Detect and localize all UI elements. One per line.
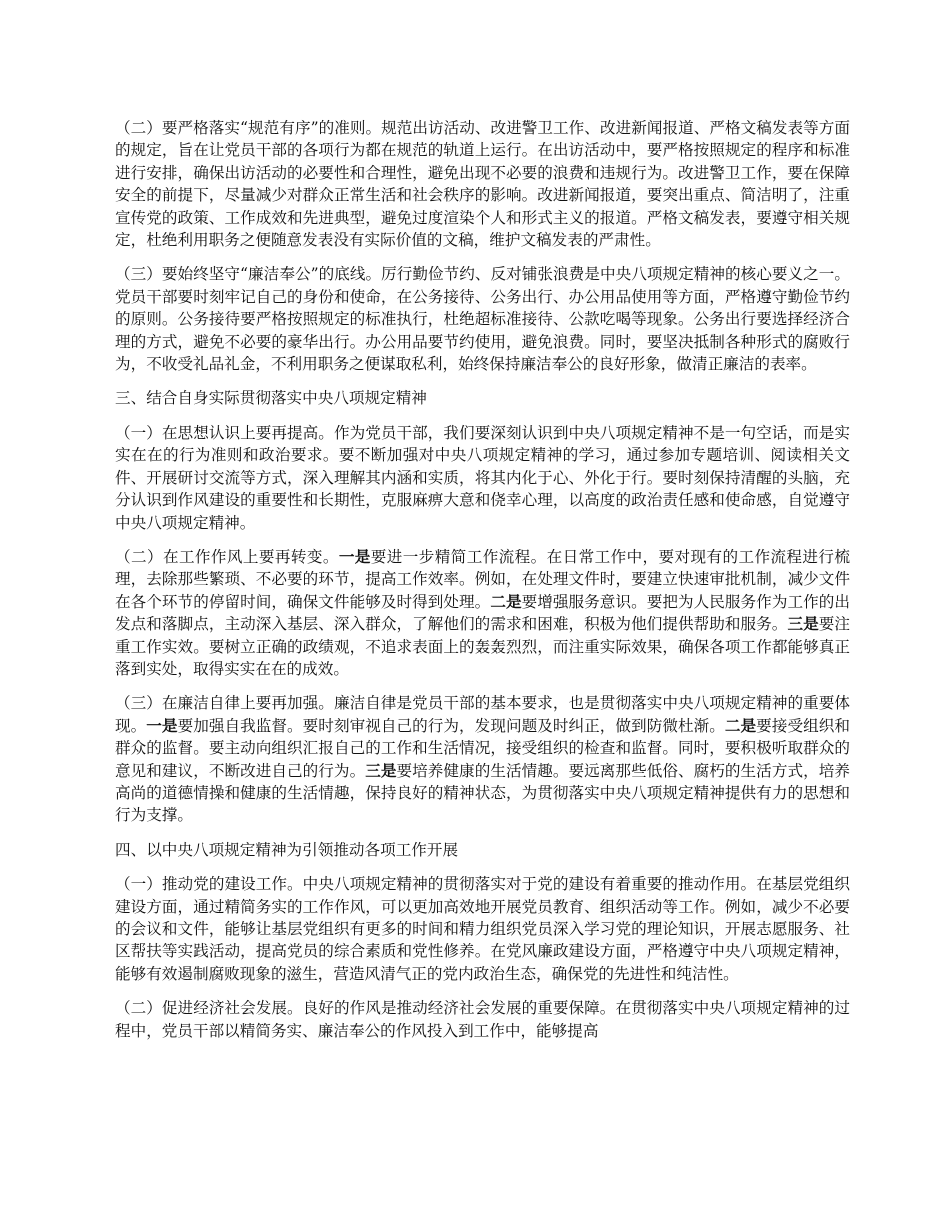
text-run: （二）促进经济社会发展。良好的作风是推动经济社会发展的重要保障。在贯彻落实中央八项规定精神的过程中，党员干部以精简务实、廉洁奉公的作风投入到工作中，能够提高 xyxy=(115,999,850,1040)
text-run: （三）要始终坚守“廉洁奉公”的底线。厉行勤俭节约、反对铺张浪费是中央八项规定精神的核心要义之一。党员干部要时刻牢记自己的身份和使命，在公务接待、公务出行、办公用品使用等方面，严格遵守勤俭节约的原则。公务接待要严格按照规定的标准执行，杜绝超标准接待、公款吃喝等现象。公务出行要选择经济合理的方式，避免不必要的豪华出行。办公用品要节约使用，避免浪费。同时，要坚决抵制各种形式的腐败行为，不收受礼品礼金，不利用职务之便谋取私利，始终保持廉洁奉公的良好形象，做清正廉洁的表率。 xyxy=(115,265,850,374)
paragraph xyxy=(115,546,850,680)
emphasis-marker: 二是 xyxy=(724,715,757,735)
document-body xyxy=(115,117,850,1054)
text-run: 要加强自我监督。要时刻审视自己的行为，发现问题及时纠正，做到防微杜渐。 xyxy=(177,716,725,735)
text-run: （三）在廉洁自律上要再加强。廉洁自律是党员干部的基本要求，也是贯彻落实中央八项规定精神的重要体现。 xyxy=(115,694,850,735)
text-run: 要增强服务意识。要把为人民服务作为工作的出发点和落脚点，主动深入基层、深入群众，了解他们的需求和困难，积极为他们提供帮助和服务。 xyxy=(115,592,850,634)
text-run: 要接受组织和群众的监督。要主动向组织汇报自己的工作和生活情况，接受组织的检查和监督。同时，要积极听取群众的意见和建议，不断改进自己的行为。 xyxy=(115,716,850,780)
section-heading xyxy=(115,839,850,861)
text-run: 四、以中央八项规定精神为引领推动各项工作开展 xyxy=(115,840,459,859)
emphasis-marker: 二是 xyxy=(490,591,522,611)
emphasis-marker: 一是 xyxy=(146,715,178,735)
text-run: （一）推动党的建设工作。中央八项规定精神的贯彻落实对于党的建设有着重要的推动作用。在基层党组织建设方面，通过精简务实的工作作风，可以更加高效地开展党员教育、组织活动等工作。例如，减少不必要的会议和文件，能够让基层党组织有更多的时间和精力组织党员深入学习党的理论知识，开展志愿服务、社区帮扶等实践活动，提高党员的综合素质和党性修养。在党风廉政建设方面，严格遵守中央八项规定精神，能够有效遏制腐败现象的滋生，营造风清气正的党内政治生态，确保党的先进性和纯洁性。 xyxy=(115,875,850,983)
text-run: （二）在工作作风上要再转变。 xyxy=(115,547,339,566)
text-run: 要注重工作实效。要树立正确的政绩观，不追求表面上的轰轰烈烈，而注重实际效果，确保各项工作都能够真正落到实处，取得实实在在的成效。 xyxy=(115,615,850,678)
emphasis-marker: 三是 xyxy=(365,760,397,780)
paragraph xyxy=(115,873,850,985)
text-run: （一）在思想认识上要再提高。作为党员干部，我们要深刻认识到中央八项规定精神不是一句空话，而是实实在在的行为准则和政治要求。要不断加强对中央八项规定精神的学习，通过参加专题培训、阅读相关文件、开展研讨交流等方式，深入理解其内涵和实质，将其内化于心、外化于行。要时刻保持清醒的头脑，充分认识到作风建设的重要性和长期性，克服麻痹大意和侥幸心理，以高度的政治责任感和使命感，自觉遵守中央八项规定精神。 xyxy=(115,423,850,532)
paragraph xyxy=(115,117,850,251)
text-run: （二）要严格落实“规范有序”的准则。规范出访活动、改进警卫工作、改进新闻报道、严格文稿发表等方面的规定，旨在让党员干部的各项行为都在规范的轨道上运行。在出访活动中，要严格按照规定的程序和标准进行安排，确保出访活动的必要性和合理性，避免出现不必要的浪费和违规行为。改进警卫工作，要在保障安全的前提下，尽量减少对群众正常生活和社会秩序的影响。改进新闻报道，要突出重点、简洁明了，注重宣传党的政策、工作成效和先进典型，避免过度渲染个人和形式主义的报道。严格文稿发表，要遵守相关规定，杜绝利用职务之便随意发表没有实际价值的文稿，维护文稿发表的严肃性。 xyxy=(115,119,850,250)
text-run: 三、结合自身实际贯彻落实中央八项规定精神 xyxy=(115,389,427,408)
text-run: 要培养健康的生活情趣。要远离那些低俗、腐朽的生活方式，培养高尚的道德情操和健康的生活情趣，保持良好的精神状态，为贯彻落实中央八项规定精神提供有力的思想和行为支撑。 xyxy=(115,761,850,825)
paragraph xyxy=(115,422,850,534)
emphasis-marker: 一是 xyxy=(338,546,371,566)
section-heading xyxy=(115,387,850,409)
paragraph xyxy=(115,692,850,826)
paragraph xyxy=(115,997,850,1042)
paragraph xyxy=(115,263,850,375)
text-run: 要进一步精简工作流程。在日常工作中，要对现有的工作流程进行梳理，去除那些繁琐、不必要的环节，提高工作效率。例如，在处理文件时，要建立快速审批机制，减少文件在各个环节的停留时间，确保文件能够及时得到处理。 xyxy=(115,547,850,611)
emphasis-marker: 三是 xyxy=(787,614,819,634)
